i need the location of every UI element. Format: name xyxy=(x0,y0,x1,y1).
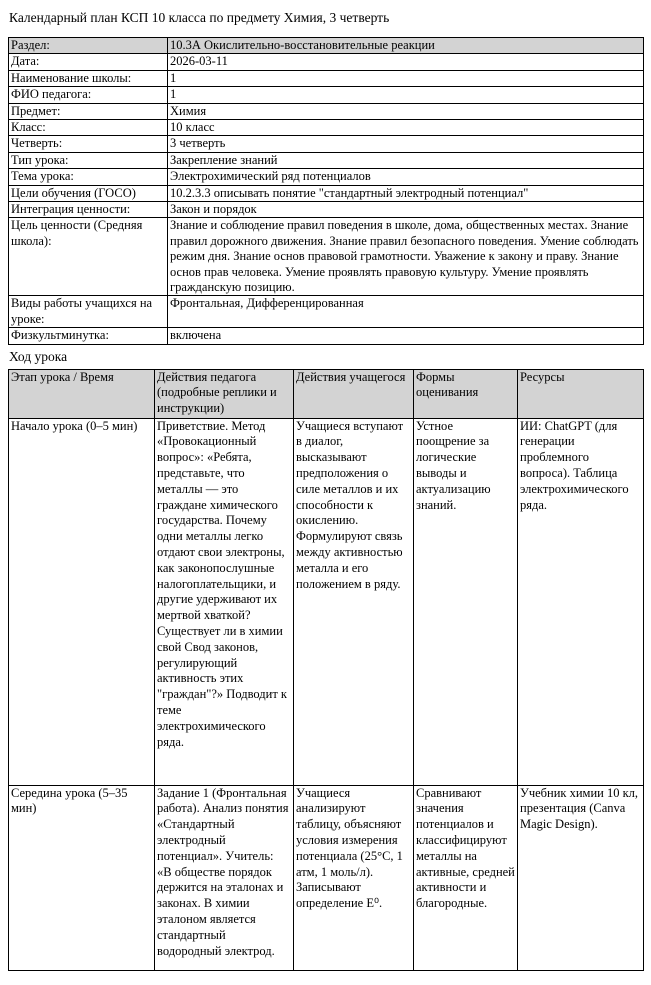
info-value-cell: 3 четверть xyxy=(168,136,644,152)
info-value-cell: 10 класс xyxy=(168,120,644,136)
assessment-cell: Сравнивают значения потенциалов и классифицируют металлы на активные, средней активности и благородные. xyxy=(414,785,518,970)
resources-cell: Учебник химии 10 кл, презентация (Canva Magic Design). xyxy=(518,785,644,970)
flow-header-student-actions: Действия учащегося xyxy=(294,369,414,418)
info-label-cell: Интеграция ценности: xyxy=(9,202,168,218)
document-title: Календарный план КСП 10 класса по предмету Химия, 3 четверть xyxy=(9,10,390,25)
info-value-cell: 1 xyxy=(168,70,644,86)
info-label-cell: Тема урока: xyxy=(9,169,168,185)
info-label-cell: Физкультминутка: xyxy=(9,328,168,344)
table-row xyxy=(9,218,644,296)
assessment-cell: Устное поощрение за логические выводы и актуализацию знаний. xyxy=(414,418,518,785)
flow-header-resources: Ресурсы xyxy=(518,369,644,418)
student-actions-cell: Учащиеся вступают в диалог, высказывают предположения о силе металлов и их способности к окислению. Формулируют связь между активностью металла и его положением в ряду. xyxy=(294,418,414,785)
info-value-cell: Фронтальная, Дифференцированная xyxy=(168,296,644,328)
lesson-info-table xyxy=(8,37,644,345)
table-row xyxy=(9,136,644,152)
table-header-row xyxy=(9,369,644,418)
student-actions-cell: Учащиеся анализируют таблицу, объясняют условия измерения потенциала (25°C, 1 атм, 1 моль/л). Записывают определение E⁰. xyxy=(294,785,414,970)
table-row xyxy=(9,120,644,136)
table-row xyxy=(9,418,644,785)
info-label-cell: Дата: xyxy=(9,54,168,70)
info-value-cell: Закон и порядок xyxy=(168,202,644,218)
info-value-cell: включена xyxy=(168,328,644,344)
info-label-cell: Цели обучения (ГОСО) xyxy=(9,185,168,201)
table-row xyxy=(9,202,644,218)
info-value-cell: 2026-03-11 xyxy=(168,54,644,70)
info-value-cell: 10.3А Окислительно-восстановительные реакции xyxy=(168,38,644,54)
table-row xyxy=(9,70,644,86)
table-row xyxy=(9,185,644,201)
lesson-flow-heading: Ход урока xyxy=(9,348,68,364)
info-value-cell: Знание и соблюдение правил поведения в школе, дома, общественных местах. Знание правил дорожного движения. Знание правил безопасного поведения. Умение соблюдать режим дня. Знание основ правовой грамотности. Уважение к закону и праву. Знание основ прав человека. Умение проявлять правовую культуру. Умение проявлять гражданскую позицию. xyxy=(168,218,644,296)
table-row xyxy=(9,785,644,970)
flow-header-teacher-actions: Действия педагога (подробные реплики и инструкции) xyxy=(155,369,294,418)
info-label-cell: Виды работы учащихся на уроке: xyxy=(9,296,168,328)
stage-cell: Середина урока (5–35 мин) xyxy=(9,785,155,970)
stage-cell: Начало урока (0–5 мин) xyxy=(9,418,155,785)
table-row xyxy=(9,103,644,119)
table-row xyxy=(9,296,644,328)
teacher-actions-cell: Задание 1 (Фронтальная работа). Анализ понятия «Стандартный электродный потенциал». Учитель: «В обществе порядок держится на эталонах и законах. В химии эталоном является стандартный водородный электрод. xyxy=(155,785,294,970)
flow-header-stage: Этап урока / Время xyxy=(9,369,155,418)
info-label-cell: Цель ценности (Средняя школа): xyxy=(9,218,168,296)
table-row xyxy=(9,328,644,344)
lesson-flow-table xyxy=(8,369,644,971)
info-label-cell: ФИО педагога: xyxy=(9,87,168,103)
info-label-cell: Тип урока: xyxy=(9,152,168,168)
info-label-cell: Раздел: xyxy=(9,38,168,54)
info-label-cell: Класс: xyxy=(9,120,168,136)
info-value-cell: 1 xyxy=(168,87,644,103)
table-row xyxy=(9,38,644,54)
table-row xyxy=(9,87,644,103)
table-row xyxy=(9,152,644,168)
info-label-cell: Четверть: xyxy=(9,136,168,152)
teacher-actions-cell: Приветствие. Метод «Провокационный вопрос»: «Ребята, представьте, что металлы — это граждане химического государства. Почему одни металлы легко отдают свои электроны, как законопослушные налогоплательщики, и другие удерживают их мертвой хваткой? Существует ли в химии свой Свод законов, регулирующий активность этих "граждан"?» Подводит к теме электрохимического ряда. xyxy=(155,418,294,785)
info-value-cell: Химия xyxy=(168,103,644,119)
table-row xyxy=(9,169,644,185)
resources-cell: ИИ: ChatGPT (для генерации проблемного вопроса). Таблица электрохимического ряда. xyxy=(518,418,644,785)
flow-header-assessment: Формы оценивания xyxy=(414,369,518,418)
info-value-cell: Закрепление знаний xyxy=(168,152,644,168)
info-value-cell: Электрохимический ряд потенциалов xyxy=(168,169,644,185)
info-label-cell: Наименование школы: xyxy=(9,70,168,86)
info-label-cell: Предмет: xyxy=(9,103,168,119)
table-row xyxy=(9,54,644,70)
info-value-cell: 10.2.3.3 описывать понятие "стандартный электродный потенциал" xyxy=(168,185,644,201)
